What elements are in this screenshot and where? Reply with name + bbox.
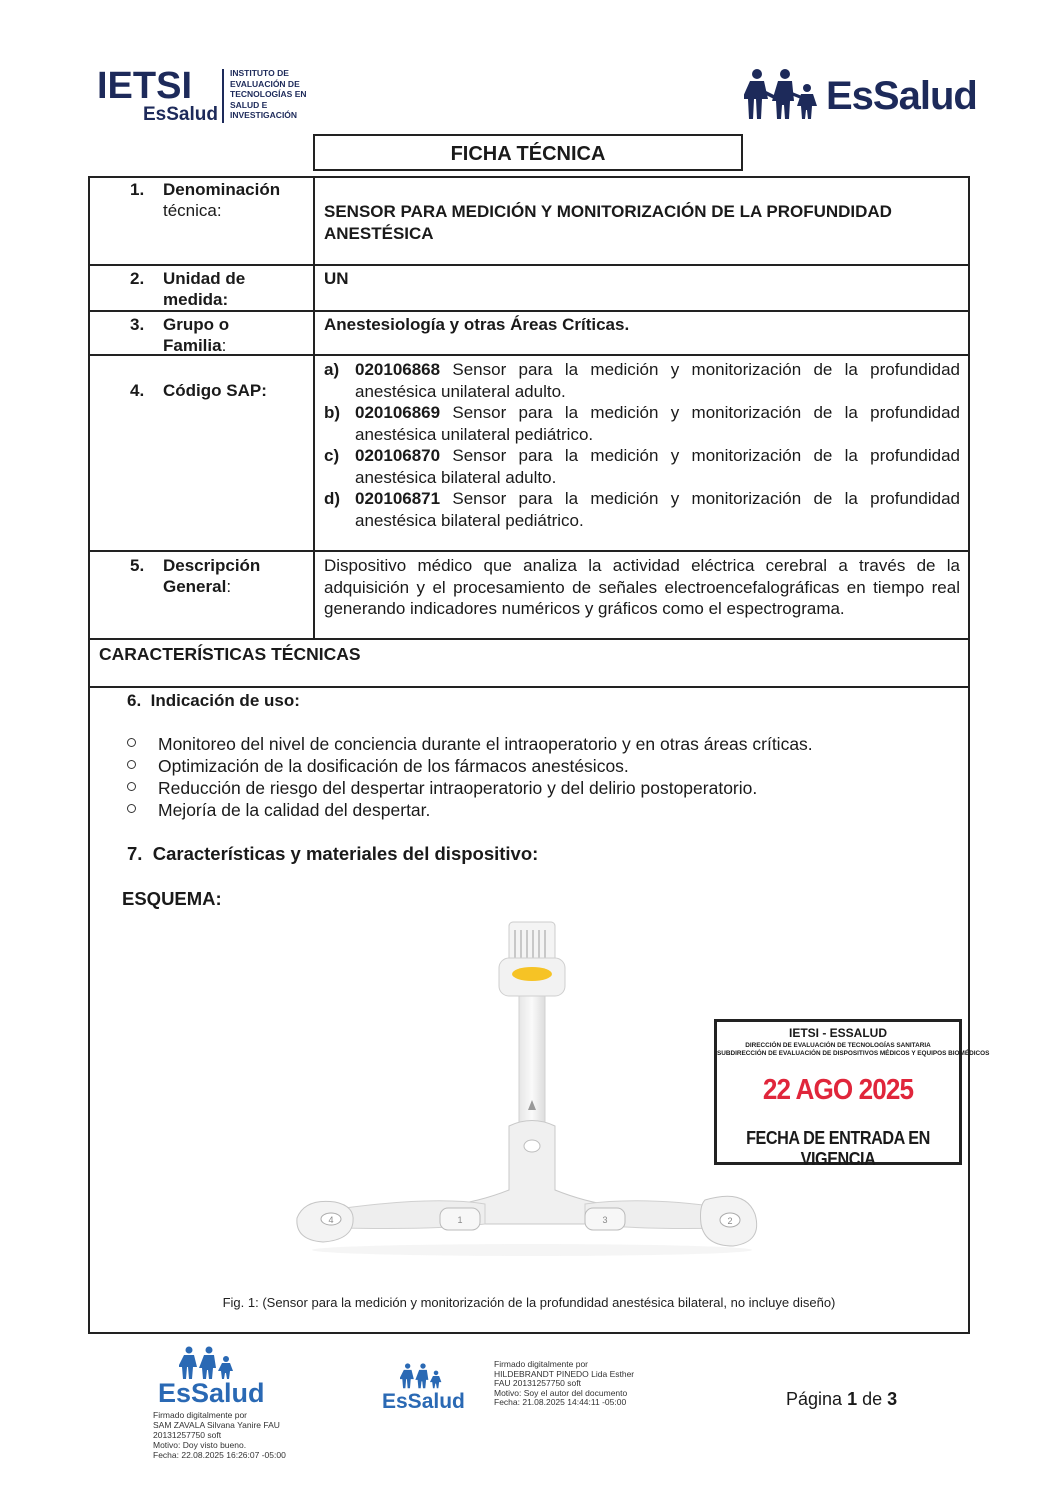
essalud-footer-logo: [380, 1362, 470, 1417]
family-icon: [179, 1346, 239, 1380]
row-value-descripcion: Dispositivo médico que analiza la actividad eléctrica cerebral a través de la adquisición y el procesamiento de señales electroencefalográficas en tiempo real generando indicadores numéricos y gráficos como el espectrograma.: [324, 556, 960, 618]
electrode-label: 2: [727, 1216, 733, 1226]
validity-stamp: [714, 1019, 990, 1169]
logo-divider: [222, 69, 224, 123]
family-icon: [744, 68, 824, 120]
footer-brand-text: EsSalud: [158, 1378, 265, 1408]
bullet-circle-icon: [127, 760, 136, 769]
essalud-footer-logo: [155, 1346, 265, 1408]
figure-caption: Fig. 1: (Sensor para la medición y monitorización de la profundidad anestésica bilateral, no incluye diseño): [222, 1295, 836, 1310]
electrode-pad: [297, 1201, 353, 1242]
stamp-subtitle: DIRECCIÓN DE EVALUACIÓN DE TECNOLOGÍAS SANITARIA SUBDIRECCIÓN DE EVALUACIÓN DE DISPOSITIVOS MÉDICOS Y EQUIPOS BIOMÉDICOS: [717, 1042, 990, 1057]
ietsi-logo-subtext: EsSalud: [143, 104, 218, 125]
stamp-date: 22 AGO 2025: [762, 1074, 914, 1106]
sap-code-item: b) 020106869 Sensor para la medición y monitorización de la profundidad anestésica unilateral pediátrico.: [324, 403, 960, 444]
table-divider: [88, 550, 970, 552]
family-icon: [400, 1362, 446, 1390]
ietsi-logo-description: INSTITUTO DE EVALUACIÓN DE TECNOLOGÍAS EN SALUD E INVESTIGACIÓN: [230, 68, 307, 120]
stamp-title: IETSI - ESSALUD: [788, 1026, 887, 1040]
sensor-illustration: [285, 920, 785, 1260]
digital-signature-1: Firmado digitalmente por SAM ZAVALA Silvana Yanire FAU 20131257750 soft Motivo: Doy visto bueno. Fecha: 22.08.2025 16:26:07 -05:00: [153, 1410, 286, 1460]
row-value-denominacion: SENSOR PARA MEDICIÓN Y MONITORIZACIÓN DE LA PROFUNDIDAD ANESTÉSICA: [324, 202, 892, 243]
stamp-footer: FECHA DE ENTRADA EN VIGENCIA: [746, 1128, 930, 1169]
electrode-pad: [701, 1196, 757, 1246]
essalud-brand-text: EsSalud: [826, 74, 977, 118]
page-title: FICHA TÉCNICA: [313, 134, 743, 171]
sap-code-item: d) 020106871 Sensor para la medición y monitorización de la profundidad anestésica bilateral pediátrico.: [324, 489, 960, 530]
electrode-label: 4: [328, 1215, 334, 1225]
table-divider: [88, 310, 970, 312]
electrode-label: 3: [602, 1215, 608, 1225]
footer-brand-text: EsSalud: [382, 1390, 465, 1413]
essalud-logo: [744, 64, 977, 124]
row-value-grupo: Anestesiología y otras Áreas Críticas.: [324, 315, 630, 334]
table-divider: [88, 686, 970, 688]
electrode-pad: [440, 1208, 480, 1230]
table-divider: [88, 264, 970, 266]
section-heading-indicacion: 6. Indicación de uso:: [127, 691, 300, 710]
table-divider: [88, 638, 970, 640]
electrode-pad: [585, 1208, 625, 1230]
table-column-divider: [313, 176, 315, 640]
row-value-unidad: UN: [324, 269, 349, 288]
section-heading-materiales: 7. Características y materiales del dispositivo:: [127, 843, 539, 864]
ietsi-logo-text: IETSI: [97, 65, 193, 107]
esquema-heading: ESQUEMA:: [122, 888, 222, 909]
sap-code-item: a) 020106868 Sensor para la medición y monitorización de la profundidad anestésica unilateral adulto.: [324, 360, 960, 401]
bullet-circle-icon: [127, 782, 136, 791]
page-number: Página 1 de 3: [786, 1389, 898, 1409]
bullet-circle-icon: [127, 738, 136, 747]
electrode-label: 1: [457, 1215, 463, 1225]
section-heading-caracteristicas: CARACTERÍSTICAS TÉCNICAS: [99, 644, 361, 664]
digital-signature-2: Firmado digitalmente por HILDEBRANDT PINEDO Lida Esther FAU 20131257750 soft Motivo: Soy el autor del documento Fecha: 21.08.2025 14:44:11 -05:00: [494, 1359, 635, 1407]
ietsi-logo: [97, 66, 312, 126]
bullet-circle-icon: [127, 804, 136, 813]
sap-code-item: c) 020106870 Sensor para la medición y monitorización de la profundidad anestésica bilateral adulto.: [324, 446, 960, 487]
